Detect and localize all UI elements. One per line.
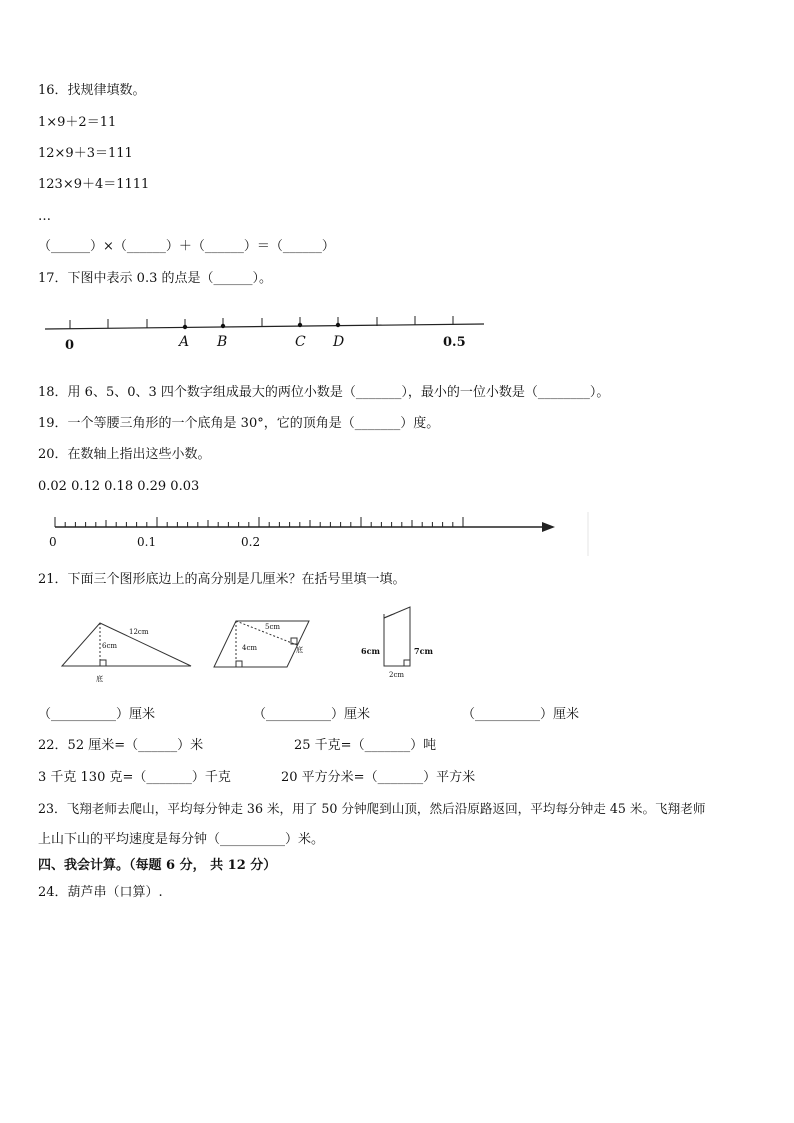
fig3-left-label: 6cm	[361, 646, 380, 656]
q23-line-1: 23．飞翔老师去爬山，平均每分钟走 36 米，用了 50 分钟爬到山顶，然后沿原路返回，平均每分钟走 45 米。飞翔老师	[38, 801, 706, 816]
q16-line-2: 12×9＋3＝111	[38, 146, 133, 161]
point-b	[221, 324, 225, 328]
triangle-figure	[62, 623, 191, 666]
label-end: 0.5	[443, 335, 466, 350]
q24-text: 24．葫芦串（口算）.	[38, 885, 163, 900]
label-c: C	[295, 334, 306, 350]
label-d: D	[333, 334, 345, 350]
q16-blank-row[interactable]: （______）×（______）＋（______）＝（______）	[38, 239, 335, 254]
q22-a[interactable]: 22．52 厘米=（______）米	[38, 738, 204, 753]
q16-title: 16．找规律填数。	[38, 83, 146, 98]
q22-d[interactable]: 20 平方分米=（_______）平方米	[281, 770, 476, 785]
fig3-right-label: 7cm	[414, 646, 433, 656]
fig2-side-label: 5cm	[265, 623, 281, 631]
q22-c[interactable]: 3 千克 130 克=（_______）千克	[38, 770, 231, 785]
fig2-base-label: 底	[296, 646, 303, 654]
q19-text[interactable]: 19．一个等腰三角形的一个底角是 30°，它的顶角是（_______）度。	[38, 416, 440, 431]
q21-answer-3[interactable]: （__________）厘米	[462, 707, 580, 722]
q17-title[interactable]: 17．下图中表示 0.3 的点是（______）。	[38, 271, 272, 286]
label-a: A	[179, 334, 190, 350]
point-c	[298, 323, 302, 327]
q16-ellipsis: …	[38, 209, 51, 224]
q20-numbers: 0.02 0.12 0.18 0.29 0.03	[38, 479, 200, 494]
fig1-base-label: 底	[96, 675, 103, 683]
q18-text[interactable]: 18．用 6、5、0、3 四个数字组成最大的两位小数是（_______），最小的一位小数是（________）。	[38, 385, 610, 400]
ruler-label-0-2: 0.2	[241, 535, 261, 549]
ruler-label-0-1: 0.1	[137, 535, 157, 549]
q16-line-1: 1×9＋2＝11	[38, 115, 117, 130]
ruler-label-zero: 0	[49, 535, 57, 549]
label-b: B	[217, 334, 228, 350]
fig1-side-label: 12cm	[129, 628, 149, 636]
point-d	[336, 323, 340, 327]
q23-line-2[interactable]: 上山下山的平均速度是每分钟（__________）米。	[38, 832, 325, 847]
section-4-heading: 四、我会计算。（每题 6 分， 共 12 分）	[38, 858, 277, 873]
parallelogram-figure	[214, 621, 309, 667]
trapezoid-figure	[384, 607, 410, 666]
fig2-height-label: 4cm	[242, 644, 258, 652]
fig3-bottom-label: 2cm	[389, 671, 405, 679]
label-zero: 0	[65, 338, 75, 353]
q22-b[interactable]: 25 千克=（_______）吨	[294, 738, 437, 753]
arrow-icon	[542, 522, 555, 532]
point-a	[183, 325, 187, 329]
q21-answer-1[interactable]: （__________）厘米	[38, 707, 156, 722]
q21-answer-2[interactable]: （__________）厘米	[253, 707, 371, 722]
q20-title: 20．在数轴上指出这些小数。	[38, 447, 211, 462]
fig1-height-label: 6cm	[102, 642, 118, 650]
q16-line-3: 123×9＋4＝1111	[38, 177, 150, 192]
q21-title: 21．下面三个图形底边上的高分别是几厘米？在括号里填一填。	[38, 572, 406, 587]
